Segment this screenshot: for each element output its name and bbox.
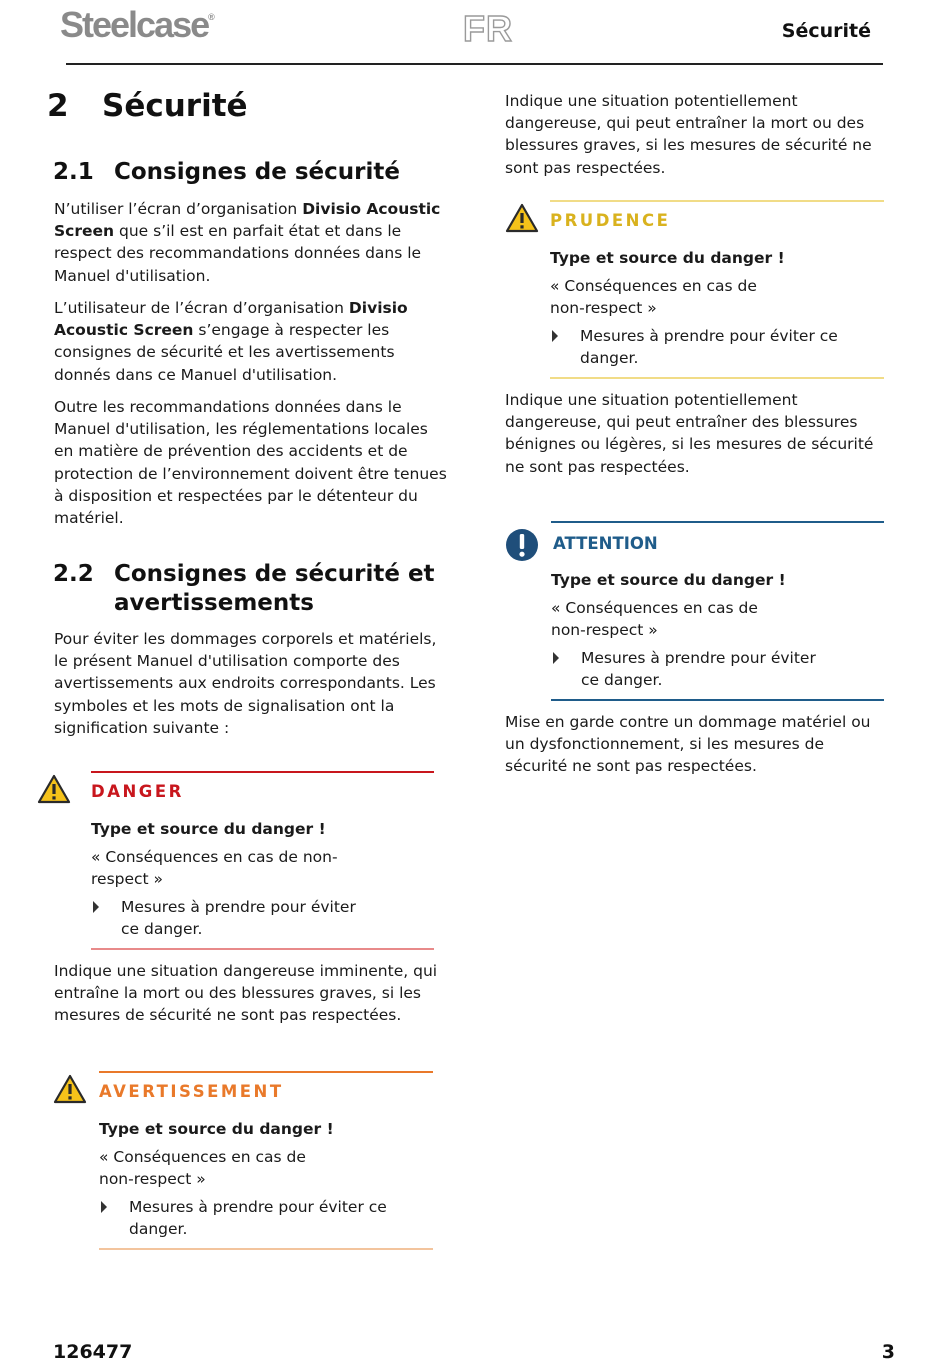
header-rule: [66, 63, 883, 65]
danger-measure: Mesures à prendre pour éviter ce danger.: [121, 898, 356, 939]
header-section-title: Sécurité: [781, 20, 871, 42]
exclamation-circle-icon: [505, 528, 539, 562]
danger-top-rule: [91, 771, 434, 773]
avertissement-top-rule: [99, 1071, 433, 1073]
warning-triangle-icon: [505, 203, 539, 233]
prudence-consequence: « Conséquences en cas de non-respect »: [550, 277, 757, 318]
attention-measure: Mesures à prendre pour éviter ce danger.: [581, 649, 816, 690]
avertissement-bottom-rule: [99, 1248, 433, 1250]
avertissement-hazard-type: Type et source du danger !: [99, 1120, 334, 1138]
prudence-measure: Mesures à prendre pour éviter ce danger.: [580, 327, 838, 368]
danger-consequence: « Conséquences en cas de non-respect »: [91, 848, 338, 889]
avertissement-measure: Mesures à prendre pour éviter ce danger.: [129, 1198, 387, 1239]
arrow-right-icon: [553, 652, 559, 664]
section-2-1-paragraph-2: L’utilisateur de l’écran d’organisation Divisio Acoustic Screen s’engage à respecter les consignes de sécurité et les avertissements donnés dans ce Manuel d'utilisation.: [54, 299, 408, 384]
attention-consequence: « Conséquences en cas de non-respect »: [551, 599, 758, 640]
section-2-1-heading: 2.1 Consignes de sécurité: [53, 159, 400, 185]
prudence-top-rule: [550, 200, 884, 202]
warning-triangle-icon: [53, 1074, 87, 1104]
prudence-description: Indique une situation potentiellement dangereuse, qui peut entraîner des blessures bénignes ou légères, si les mesures de sécurité ne sont pas respectées.: [505, 391, 874, 476]
avertissement-consequence: « Conséquences en cas de non-respect »: [99, 1148, 306, 1189]
attention-top-rule: [551, 521, 884, 523]
language-code: FR: [463, 8, 513, 49]
warning-triangle-icon: [37, 774, 71, 804]
danger-hazard-type: Type et source du danger !: [91, 820, 326, 838]
prudence-bottom-rule: [550, 377, 884, 379]
avertissement-signal-word: AVERTISSEMENT: [99, 1082, 284, 1101]
arrow-right-icon: [101, 1201, 107, 1213]
danger-description: Indique une situation dangereuse imminente, qui entraîne la mort ou des blessures graves, si les mesures de sécurité ne sont pas respectées.: [54, 962, 438, 1025]
document-number: 126477: [53, 1341, 133, 1363]
prudence-hazard-type: Type et source du danger !: [550, 249, 785, 267]
section-2-1-paragraph-3: Outre les recommandations données dans le Manuel d'utilisation, les réglementations locales en matière de prévention des accidents et de protection de l’environnement doivent être tenues à disposition et respectées par le détenteur du matériel.: [54, 398, 447, 528]
avertissement-description: Indique une situation potentiellement dangereuse, qui peut entraîner la mort ou des blessures graves, si les mesures de sécurité ne sont pas respectées.: [505, 92, 872, 177]
arrow-right-icon: [93, 901, 99, 913]
section-2-2-intro: Pour éviter les dommages corporels et matériels, le présent Manuel d'utilisation comporte des avertissements aux endroits correspondants. Les symboles et les mots de signalisation ont la signification suivante :: [54, 630, 437, 737]
attention-description: Mise en garde contre un dommage matériel ou un dysfonctionnement, si les mesures de sécurité ne sont pas respectées.: [505, 713, 871, 776]
arrow-right-icon: [552, 330, 558, 342]
steelcase-logo: Steelcase®: [60, 4, 215, 45]
danger-signal-word: DANGER: [91, 782, 184, 801]
section-2-1-paragraph-1: N’utiliser l’écran d’organisation Divisio Acoustic Screen que s’il est en parfait état et dans le respect des recommandations données dans le Manuel d'utilisation.: [54, 200, 441, 285]
prudence-signal-word: PRUDENCE: [550, 211, 671, 230]
page-number: 3: [881, 1341, 895, 1363]
attention-bottom-rule: [551, 699, 884, 701]
attention-signal-word: ATTENTION: [553, 534, 658, 553]
chapter-heading: 2 Sécurité: [47, 88, 248, 124]
attention-hazard-type: Type et source du danger !: [551, 571, 786, 589]
danger-bottom-rule: [91, 948, 434, 950]
section-2-2-heading: 2.2 Consignes de sécurité et avertissements: [53, 561, 435, 616]
